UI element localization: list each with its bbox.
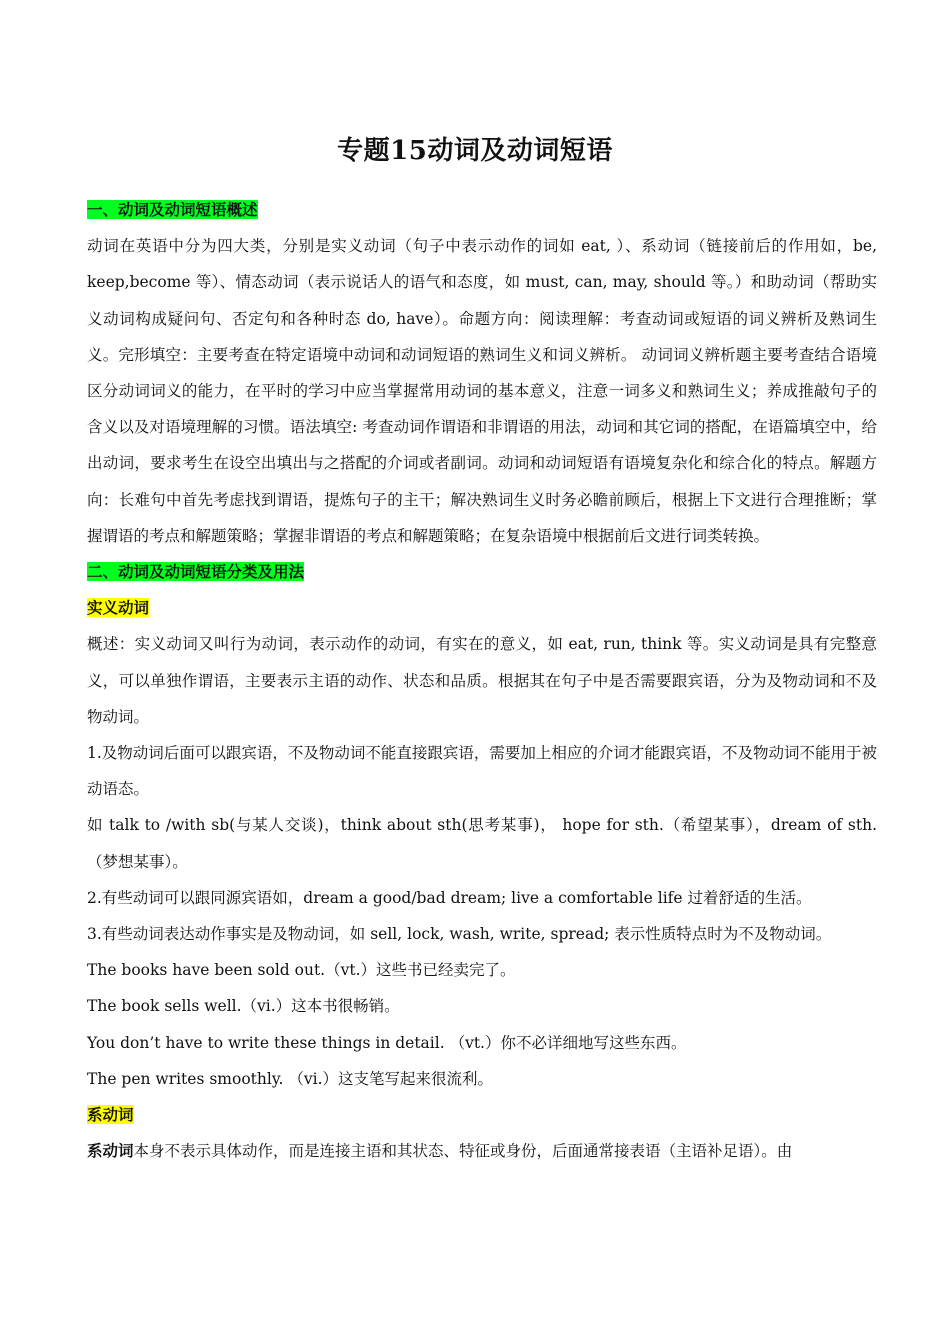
subsection-heading-text: 系动词 <box>87 1105 134 1125</box>
paragraph-text: 本身不表示具体动作，而是连接主语和其状态、特征或身份，后面通常接表语（主语补足语）。由 <box>133 1142 793 1161</box>
example-sentence: You don’t have to write these things in detail. （vt.）你不必详细地写这些东西。 <box>87 1033 687 1052</box>
paragraph: 动词在英语中分为四大类，分别是实义动词（句子中表示动作的词如 eat, ）、系动词（链接前后的作用如，be, keep,become 等）、情态动词（表示说话人的语气和态度，如 must, can, may, should 等。）和助动词（帮助实义动词构成疑问句、否定句和各种时态 do, have）。命题方向：阅读理解：考查动词或短语的词义辨析及熟词生义。完形填空：主要考查在特定语境中动词和动词短语的熟词生义和词义辨析。 动词词义辨析题主要考查结合语境区分动词词义的能力，在平时的学习中应当掌握常用动词的基本意义，注意一词多义和熟词生义；养成推敲句子的含义以及对语境理解的习惯。语法填空: 考查动词作谓语和非谓语的用法，动词和其它词的搭配，在语篇填空中，给出动词，要求考生在设空出填出与之搭配的介词或者副词。动词和动词短语有语境复杂化和综合化的特点。解题方向：长难句中首先考虑找到谓语，提炼句子的主干；解决熟词生义时务必瞻前顾后，根据上下文进行合理推断；掌握谓语的考点和解题策略；掌握非谓语的考点和解题策略；在复杂语境中根据前后文进行词类转换。 <box>87 237 877 545</box>
document-body <box>87 192 877 1169</box>
example-sentence: The books have been sold out.（vt.）这些书已经卖完了。 <box>87 961 516 980</box>
bold-term: 系动词 <box>87 1141 134 1161</box>
subsection-heading <box>87 1097 877 1133</box>
subsection-heading <box>87 590 877 626</box>
section-heading-text: 一、动词及动词短语概述 <box>87 200 258 219</box>
paragraph: 概述：实义动词又叫行为动词，表示动作的动词，有实在的意义，如 eat, run, think 等。实义动词是具有完整意义，可以单独作谓语，主要表示主语的动作、状态和品质。根据其在句子中是否需要跟宾语，分为及物动词和不及物动词。 <box>87 635 877 726</box>
paragraph <box>87 1133 877 1169</box>
paragraph: 如 talk to /with sb(与某人交谈)，think about sth(思考某事)， hope for sth.（希望某事），dream of sth.（梦想某事）。 <box>87 816 877 871</box>
page-title: 专题15动词及动词短语 <box>337 136 613 166</box>
subsection-heading-text: 实义动词 <box>87 598 150 618</box>
paragraph: 1.及物动词后面可以跟宾语，不及物动词不能直接跟宾语，需要加上相应的介词才能跟宾语，不及物动词不能用于被动语态。 <box>87 744 877 799</box>
example-sentence: The pen writes smoothly. （vi.）这支笔写起来很流利。 <box>87 1069 494 1088</box>
section-heading <box>87 192 877 228</box>
section-heading <box>87 554 877 590</box>
example-sentence: The book sells well.（vi.）这本书很畅销。 <box>87 997 400 1016</box>
paragraph: 2.有些动词可以跟同源宾语如，dream a good/bad dream; live a comfortable life 过着舒适的生活。 <box>87 888 812 907</box>
section-heading-text: 二、动词及动词短语分类及用法 <box>87 562 305 582</box>
paragraph: 3.有些动词表达动作事实是及物动词，如 sell, lock, wash, write, spread; 表示性质特点时为不及物动词。 <box>87 925 832 944</box>
